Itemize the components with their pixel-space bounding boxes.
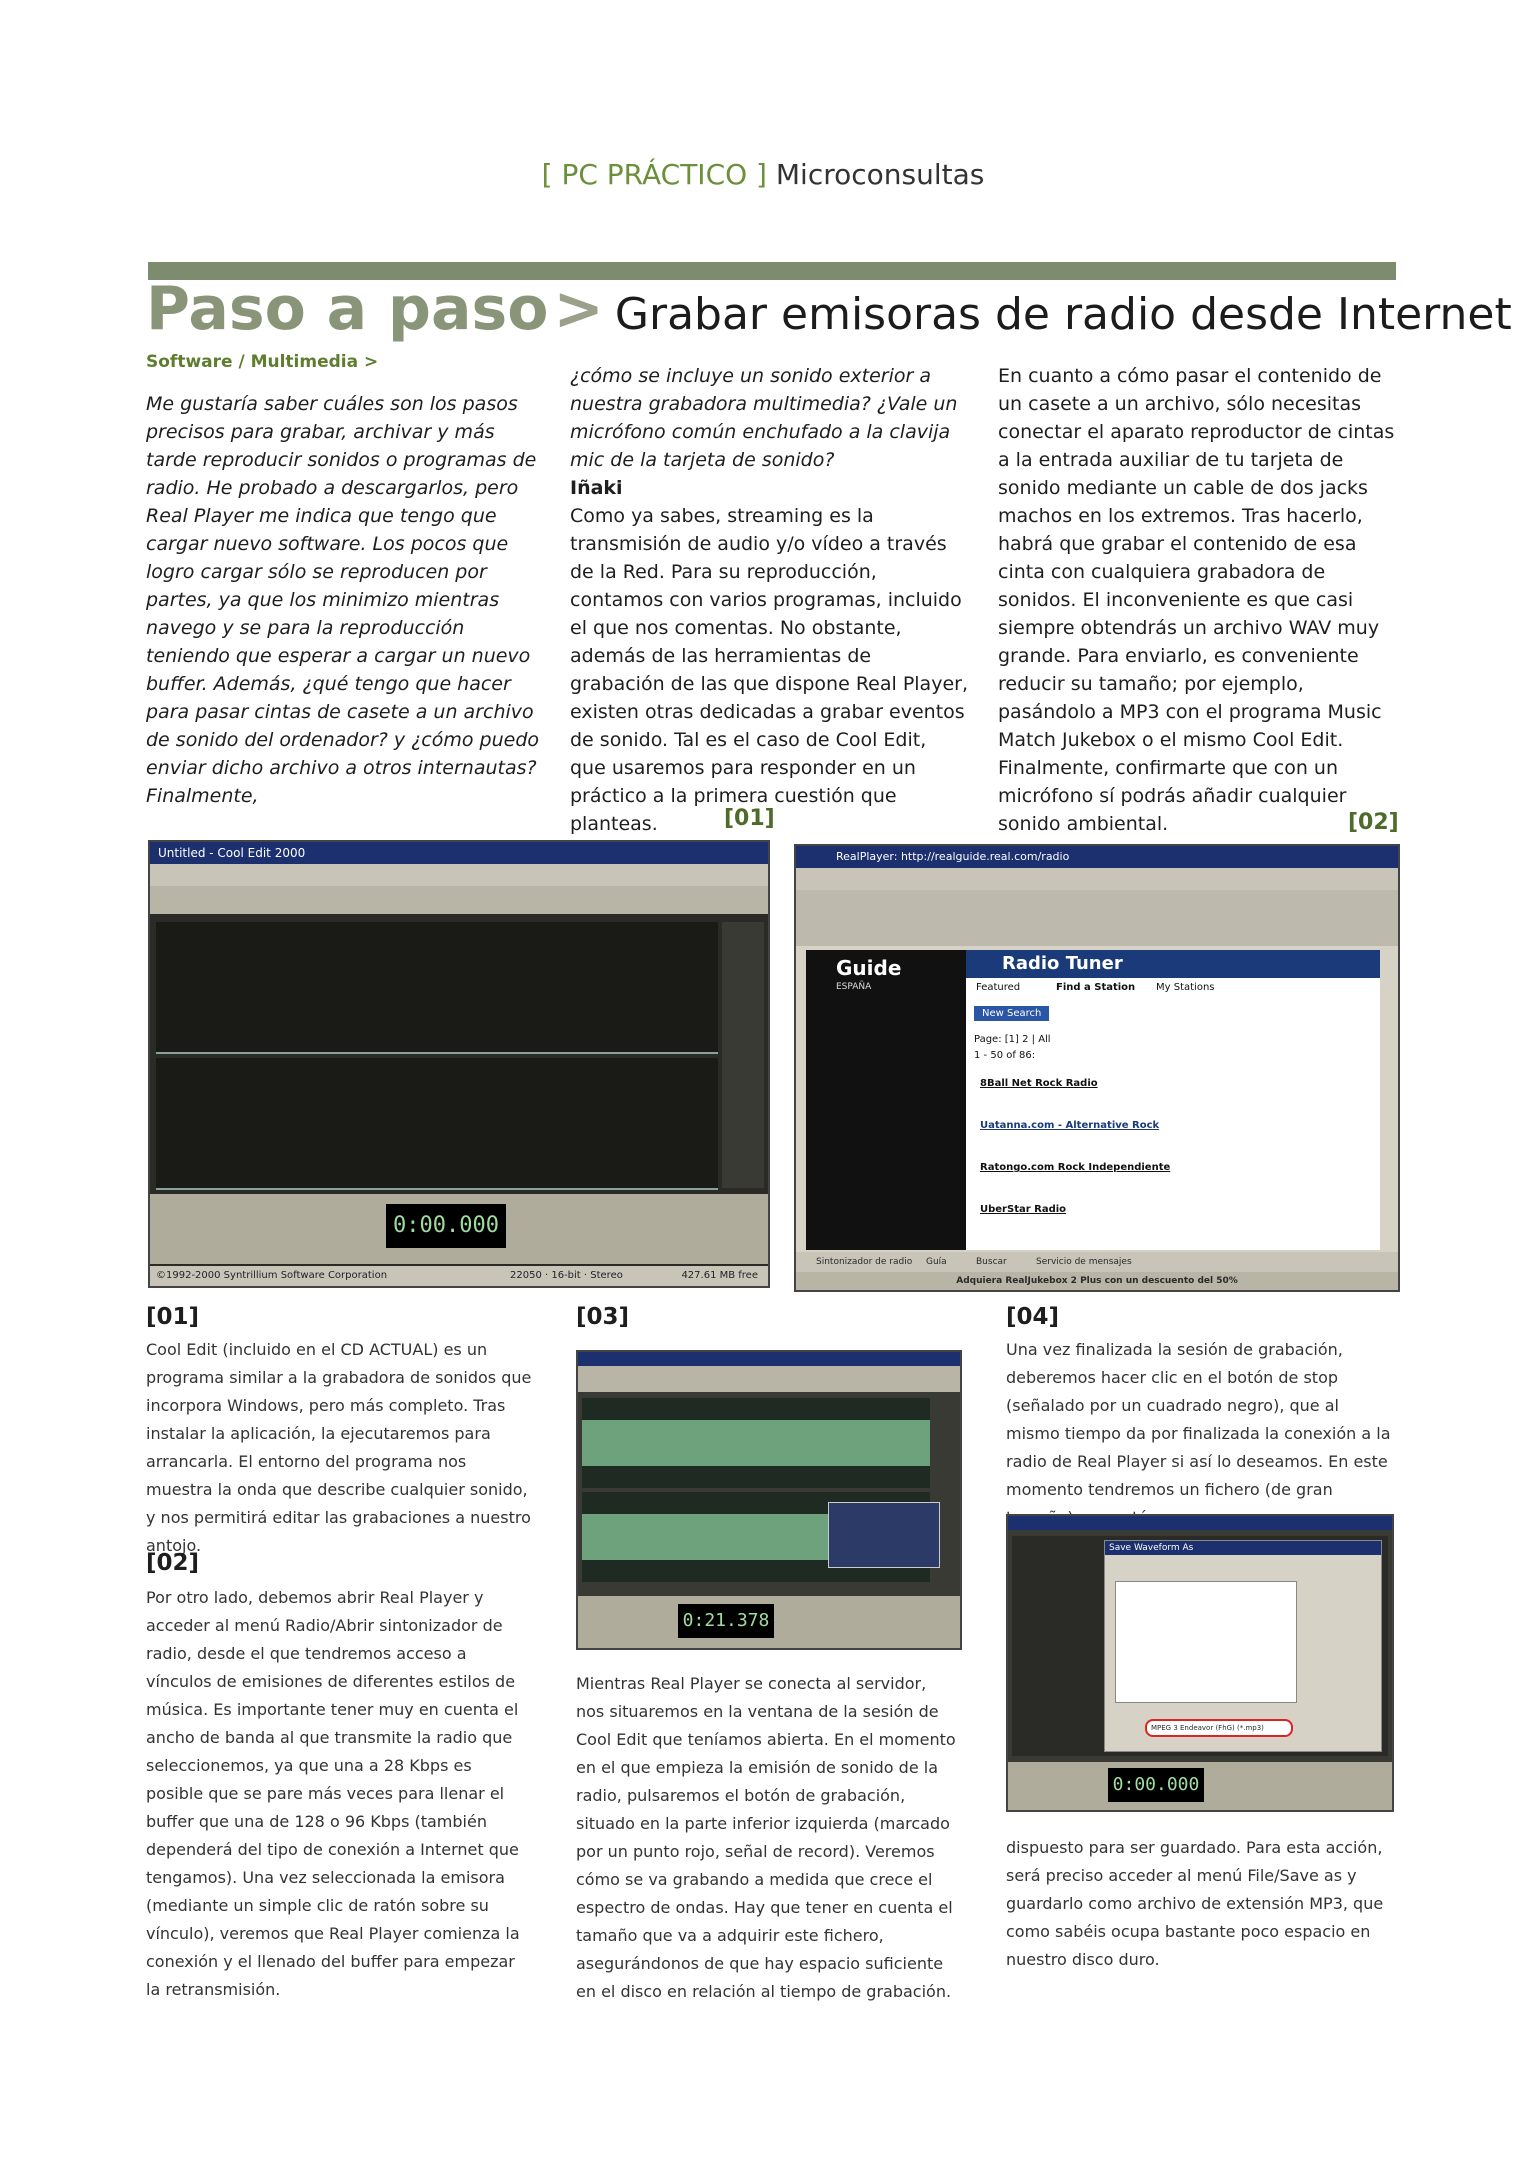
nav-guide[interactable]: Guía	[926, 1257, 947, 1267]
caption-02-text: Por otro lado, debemos abrir Real Player y acceder al menú Radio/Abrir sintonizador de radio, desde el que tendremos acceso a vínculos de emisiones de diferentes estilos de música. Es importante tener muy en cuenta el ancho de banda al que transmite la radio que seleccionemos, ya que una a 28 Kbps es posible que se pare más veces para llenar el buffer que una de 128 o 96 Kbps (también dependerá del tipo de conexión a Internet que tengamos). Una vez seleccionada la emisora (mediante un simple clic de ratón sobre su vínculo), veremos que Real Player comienza la conexión y el llenado del buffer para empezar la retransmisión.	[146, 1588, 520, 1999]
figure-tag-02: [02]	[1348, 810, 1399, 835]
time-display: 0:00.000	[386, 1204, 506, 1248]
guide-sidebar	[806, 950, 966, 1250]
waveform-signal	[582, 1420, 930, 1466]
screenshot-save-as	[1006, 1514, 1394, 1812]
column-3	[998, 362, 1396, 838]
amplitude-ruler	[722, 922, 764, 1188]
toolbar	[796, 890, 1398, 946]
waveform-left	[156, 922, 718, 1054]
station-link-3[interactable]: Ratongo.com Rock Independiente	[980, 1162, 1171, 1173]
caption-03-label: [03]	[576, 1304, 630, 1330]
caption-04-label: [04]	[1006, 1304, 1060, 1330]
column-2	[570, 362, 968, 838]
transport-panel	[150, 1194, 768, 1264]
tab-find-station[interactable]: Find a Station	[1056, 982, 1136, 993]
time-display: 0:21.378	[678, 1604, 774, 1638]
status-bar	[150, 1266, 768, 1286]
window-titlebar	[1008, 1516, 1392, 1530]
guide-sub: ESPAÑA	[836, 982, 872, 992]
screenshot-realplayer	[794, 844, 1400, 1292]
caption-01-text: Cool Edit (incluido en el CD ACTUAL) es un programa similar a la grabadora de sonidos que incorpora Windows, pero más completo. Tras instalar la aplicación, la ejecutaremos para arrancarla. El entorno del programa nos muestra la onda que describe cualquier sonido, y nos permitirá editar las grabaciones a nuestro antojo.	[146, 1340, 532, 1555]
caption-02	[146, 1584, 532, 2004]
subsection-label: Microconsultas	[775, 158, 985, 191]
waveform-top	[582, 1398, 930, 1488]
nav-search[interactable]: Buscar	[976, 1257, 1007, 1267]
caption-03	[576, 1670, 958, 2006]
section-label: [ PC PRÁCTICO ]	[541, 158, 767, 191]
station-link-4[interactable]: UberStar Radio	[980, 1204, 1067, 1215]
answer-text: Como ya sabes, streaming es la transmisión de audio y/o vídeo a través de la Red. Para su reproducción, contamos con varios programas, incluido el que nos comentas. No obstante, además de las herramientas de grabación de las que dispone Real Player, existen otras dedicadas a grabar eventos de sonido. Tal es el caso de Cool Edit, que usaremos para responder en un práctico a la primera cuestión que planteas.	[570, 505, 968, 835]
new-search-button[interactable]: New Search	[974, 1006, 1049, 1021]
title-main: Grabar emisoras de radio desde Internet	[614, 289, 1512, 340]
count-line: 1 - 50 of 86:	[974, 1050, 1036, 1061]
page-line: Page: [1] 2 | All	[974, 1034, 1051, 1045]
question-text: Me gustaría saber cuáles son los pasos precisos para grabar, archivar y más tarde reproducir sonidos o programas de radio. He probado a descargarlos, pero Real Player me indica que tengo que cargar nuevo software. Los pocos que logro cargar sólo se reproducen por partes, ya que los minimizo mientras navego y se para la reproducción teniendo que esperar a cargar un nuevo buffer. Además, ¿qué tengo que hacer para pasar cintas de casete a un archivo de sonido del ordenador? y ¿cómo puedo enviar dicho archivo a otros internautas? Finalmente,	[146, 393, 540, 807]
question-end: ¿cómo se incluye un sonido exterior a nuestra grabadora multimedia? ¿Vale un micrófono común enchufado a la clavija mic de la tarjeta de sonido?	[570, 365, 958, 471]
author-name: Iñaki	[570, 477, 623, 499]
tab-my-stations[interactable]: My Stations	[1156, 982, 1215, 993]
status-format: 22050 · 16-bit · Stereo	[510, 1270, 623, 1281]
title-arrow: >	[553, 274, 604, 344]
guide-label: Guide	[836, 956, 902, 980]
screenshot-cool-edit	[148, 840, 770, 1288]
nav-tuner[interactable]: Sintonizador de radio	[816, 1257, 913, 1267]
status-free: 427.61 MB free	[681, 1270, 758, 1281]
folder-list[interactable]	[1115, 1581, 1297, 1703]
caption-04-bottom	[1006, 1834, 1394, 1974]
tuner-header: Radio Tuner	[966, 950, 1380, 978]
kicker: Software / Multimedia >	[146, 352, 379, 372]
dialog-titlebar: Save Waveform As	[1105, 1541, 1381, 1555]
status-copyright: ©1992-2000 Syntrillium Software Corporation	[156, 1270, 388, 1281]
menu-bar	[150, 864, 768, 886]
tab-featured[interactable]: Featured	[976, 982, 1021, 993]
figure-tag-01: [01]	[724, 806, 775, 831]
caption-03-text: Mientras Real Player se conecta al servidor, nos situaremos en la ventana de la sesión de Cool Edit que teníamos abierta. En el momento en el que empieza la emisión de sonido de la radio, pulsaremos el botón de grabación, situado en la parte inferior izquierda (marcado por un punto rojo, señal de record). Veremos cómo se va grabando a medida que crece el espectro de ondas. Hay que tener en cuenta el tamaño que va a adquirir este fichero, asegurándonos de que hay espacio suficiente en el disco en relación al tiempo de grabación.	[576, 1674, 956, 2001]
caption-01	[146, 1336, 532, 1560]
column-1	[146, 390, 544, 810]
station-link-1[interactable]: 8Ball Net Rock Radio	[980, 1078, 1098, 1089]
time-display: 0:00.000	[1108, 1768, 1204, 1802]
answer-continued: En cuanto a cómo pasar el contenido de un casete a un archivo, sólo necesitas conectar el aparato reproductor de cintas a la entrada auxiliar de tu tarjeta de sonido mediante un cable de dos jacks machos en los extremos. Tras hacerlo, habrá que grabar el contenido de esa cinta con cualquiera grabadora de sonidos. El inconveniente es que casi siempre obtendrás un archivo WAV muy grande. Para enviarlo, es conveniente reducir su tamaño; por ejemplo, pasándolo a MP3 con el programa Music Match Jukebox o el mismo Cool Edit. Finalmente, confirmarte que con un micrófono sí podrás añadir cualquier sonido ambiental.	[998, 365, 1395, 835]
caption-01-label: [01]	[146, 1304, 200, 1330]
transport-panel	[578, 1596, 960, 1648]
station-link-2[interactable]: Uatanna.com - Alternative Rock	[980, 1120, 1160, 1131]
menu-bar	[796, 868, 1398, 890]
save-dialog	[1104, 1540, 1382, 1752]
caption-02-label: [02]	[146, 1550, 200, 1576]
promo-footer[interactable]: Adquiera RealJukebox 2 Plus con un descuento del 50%	[796, 1272, 1398, 1290]
title-part1: Paso a paso	[146, 274, 549, 344]
realplayer-mini-window	[828, 1502, 940, 1568]
transport-panel	[1008, 1762, 1392, 1810]
screenshot-recording	[576, 1350, 962, 1650]
nav-messages[interactable]: Servicio de mensajes	[1036, 1257, 1132, 1267]
caption-04-text-top: Una vez finalizada la sesión de grabación, deberemos hacer clic en el botón de stop (señalado por un cuadrado negro), que al mismo tiempo da por finalizada la conexión a la radio de Real Player si así lo deseamos. En este momento tendremos un fichero (de gran	[1006, 1340, 1391, 1499]
caption-04-text-bottom: dispuesto para ser guardado. Para esta acción, será preciso acceder al menú File/Save as y guardarlo como archivo de extensión MP3, que como sabéis ocupa bastante poco espacio en nuestro disco duro.	[1006, 1838, 1384, 1969]
window-titlebar	[578, 1352, 960, 1366]
page-header	[0, 158, 1526, 191]
window-titlebar: Untitled - Cool Edit 2000	[150, 842, 768, 864]
window-titlebar: RealPlayer: http://realguide.real.com/radio	[796, 846, 1398, 868]
caption-04-top	[1006, 1336, 1394, 1532]
toolbar	[578, 1366, 960, 1392]
file-type-select[interactable]: MPEG 3 Endeavor (FhG) (*.mp3)	[1145, 1719, 1293, 1737]
waveform-right	[156, 1058, 718, 1190]
page-title	[146, 274, 1512, 344]
bottom-nav	[796, 1252, 1398, 1272]
toolbar	[150, 886, 768, 914]
tuner-body	[966, 978, 1380, 1250]
